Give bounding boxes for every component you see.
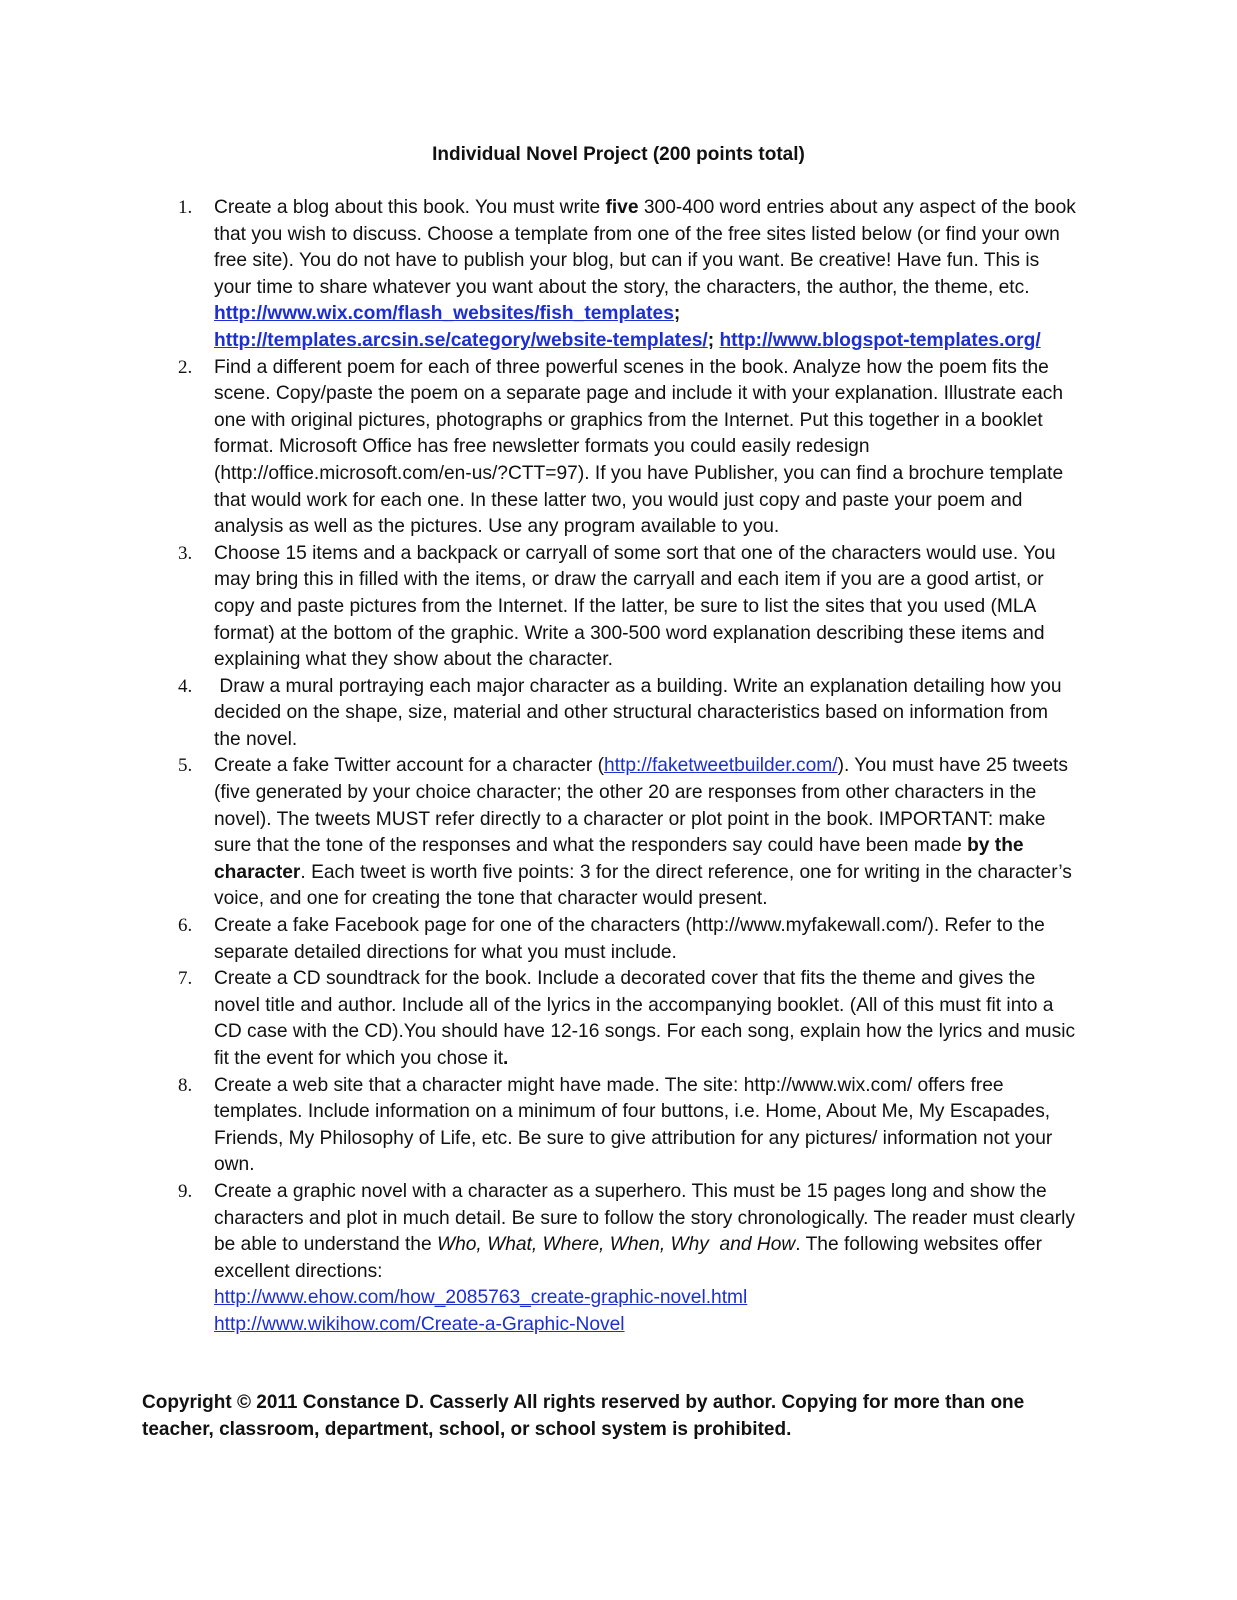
italic-run: Who, What, Where, When, Why and How [436,1234,796,1256]
item-number: 1. [178,197,193,218]
text-run: Create a fake Twitter account for a character ( [214,755,604,777]
separator: ; [673,303,681,325]
item-number: 7. [178,968,193,990]
item-text [214,753,1080,913]
bold-run: . [503,1048,509,1069]
item-number: 3. [178,542,193,564]
item-text [214,1179,1080,1339]
list-item-3 [175,541,1080,674]
item-number: 9. [178,1180,193,1202]
item-text: Create a web site that a character might have made. The site: http://www.wix.com/ offers free templates. Include information on a minimum of four buttons, i.e. Home, About Me, My Escapades, Friends, My Philosophy of Life, etc. Be sure to give attribution for any pictures/ information not your own. [214,1074,1053,1176]
blogspot-templates-link[interactable]: http://www.blogspot-templates.org/ [719,329,1041,351]
text-run: Create a CD soundtrack for the book. Include a decorated cover that fits the theme and gives the novel title and author. Include all of the lyrics in the accompanying booklet. (All of this must fit into a CD case with the CD).You should have 12-16 songs. For each song, explain how the lyrics and music fit the event for which you chose it [214,968,1076,1069]
list-item-6 [175,913,1080,966]
list-item-8 [175,1073,1080,1179]
text-run: . The following websites offer excellent directions: [214,1234,1042,1282]
text-run: Create a graphic novel with a character as a superhero. This must be 15 pages long and show the characters and plot in much detail. Be sure to follow the story chronologically. The reader must clearly be able to understand the [214,1180,1076,1256]
bold-run: by the character [214,835,1024,883]
item-text [214,195,1080,355]
item-number: 6. [178,915,193,937]
item-number: 8. [178,1074,193,1096]
list-item-4 [175,674,1080,754]
ehow-graphic-novel-link[interactable]: http://www.ehow.com/how_2085763_create-graphic-novel.html [214,1287,748,1309]
wix-templates-link[interactable]: http://www.wix.com/flash_websites/fish_templates [214,303,674,325]
faketweetbuilder-link[interactable]: http://faketweetbuilder.com/ [603,755,838,777]
item-text: Find a different poem for each of three powerful scenes in the book. Analyze how the poem fits the scene. Copy/paste the poem on a separate page and include it with your explanation. Illustrate each one with original pictures, photographs or graphics from the Internet. Put this together in a booklet format. Microsoft Office has free newsletter formats you could easily redesign (http://office.microsoft.com/en-us/?CTT=97). If you have Publisher, you can find a brochure template that would work for each one. In these latter two, you would just copy and paste your poem and analysis as well as the pictures. Use any program available to you. [214,356,1064,538]
bold-run: five [605,197,639,218]
item-text: Choose 15 items and a backpack or carryall of some sort that one of the characters would use. You may bring this in filled with the items, or draw the carryall and each item if you are a good artist, or copy and paste pictures from the Internet. If the latter, be sure to list the sites that you used (MLA format) at the bottom of the graphic. Write a 300-500 word explanation describing these items and explaining what they show about the character. [214,542,1056,671]
text-run: ). You must have 25 tweets (five generated by your choice character; the other 20 are responses from other characters in the novel). The tweets MUST refer directly to a character or plot point in the book. IMPORTANT: make sure that the tone of the responses and what the responders say could have been made [214,755,1068,857]
text-run: 300-400 word entries about any aspect of the book that you wish to discuss. Choose a template from one of the free sites listed below (or find your own free site). You do not have to publish your blog, but can if you want. Be creative! Have fun. This is your time to share whatever you want about the story, the characters, the author, the theme, etc. [214,197,1076,298]
item-text [214,966,1080,1072]
item-number: 4. [178,675,193,697]
list-item-9 [175,1179,1080,1339]
text-run: Create a blog about this book. You must write [214,197,606,218]
page-title: Individual Novel Project (200 points total) [432,144,805,165]
item-number: 5. [178,755,193,777]
list-item-5 [175,753,1080,913]
text-run: . Each tweet is worth five points: 3 for the direct reference, one for writing in the character’s voice, and one for creating the tone that character would present. [214,861,1072,910]
copyright-notice: Copyright © 2011 Constance D. Casserly All rights reserved by author. Copying for more than one teacher, classroom, department, school, or school system is prohibited. [142,1392,1025,1440]
item-number: 2. [178,356,193,378]
item-text: Create a fake Facebook page for one of the characters (http://www.myfakewall.com/). Refer to the separate detailed directions for what you must include. [214,915,1045,963]
separator: ; [707,329,720,351]
item-text: Draw a mural portraying each major character as a building. Write an explanation detailing how you decided on the shape, size, material and other structural characteristics based on information from the novel. [214,675,1067,750]
project-options-list [175,195,1080,1339]
list-item-1 [175,195,1080,355]
list-item-2 [175,355,1080,541]
list-item-7 [175,966,1080,1072]
arcsin-templates-link[interactable]: http://templates.arcsin.se/category/website-templates/ [214,329,708,351]
wikihow-graphic-novel-link[interactable]: http://www.wikihow.com/Create-a-Graphic-Novel [214,1313,625,1335]
